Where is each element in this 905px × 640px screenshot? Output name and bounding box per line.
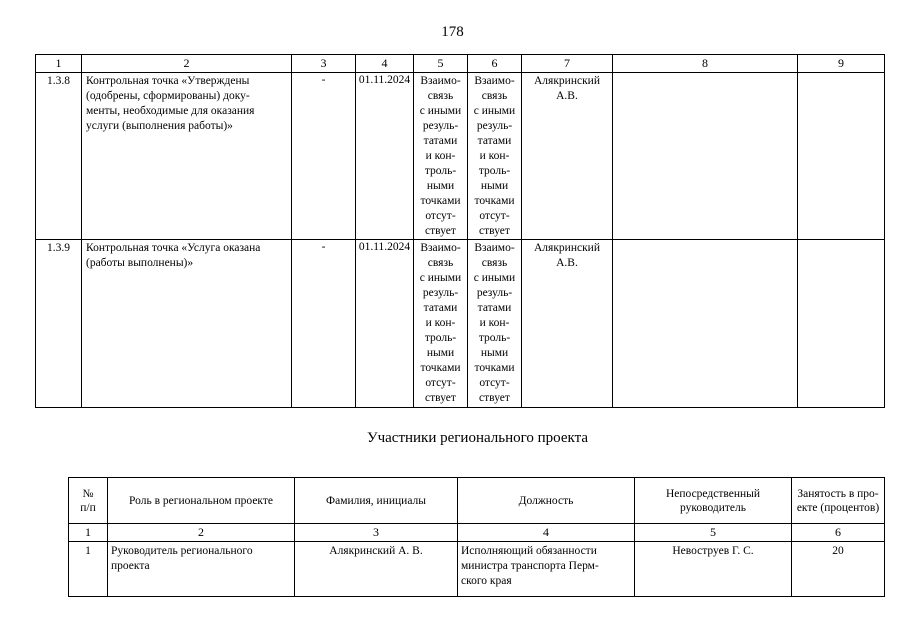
section-title: Участники регионального проекта bbox=[366, 430, 589, 446]
header-row bbox=[69, 478, 885, 524]
column-number: 1 bbox=[69, 524, 108, 542]
relation-cell: Взаимо- связь с иными резуль- татами и кон- троль- ными точками отсут- ствует bbox=[468, 240, 522, 408]
participant-number: 1 bbox=[69, 542, 108, 597]
column-number: 4 bbox=[458, 524, 635, 542]
column-8-value bbox=[613, 73, 798, 240]
relation-cell: Взаимо- связь с иными резуль- татами и кон- троль- ными точками отсут- ствует bbox=[468, 73, 522, 240]
date-cell: 01.11.2024 bbox=[356, 240, 414, 408]
column-number-row bbox=[69, 524, 885, 542]
column-number: 7 bbox=[522, 55, 613, 73]
header-number: № п/п bbox=[69, 478, 108, 524]
column-8-value bbox=[613, 240, 798, 408]
control-points-table bbox=[35, 54, 885, 408]
participant-role: Руководитель регионального проекта bbox=[108, 542, 295, 597]
responsible-person: Алякринский А.В. bbox=[522, 73, 613, 240]
participant-position: Исполняющий обязанности министра транспорта Перм- ского края bbox=[458, 542, 635, 597]
column-number: 5 bbox=[635, 524, 792, 542]
participant-name: Алякринский А. В. bbox=[295, 542, 458, 597]
row-number: 1.3.9 bbox=[36, 240, 82, 408]
column-9-value bbox=[798, 240, 885, 408]
page-number: 178 bbox=[441, 24, 464, 40]
column-number: 4 bbox=[356, 55, 414, 73]
participant-manager: Невоструев Г. С. bbox=[635, 542, 792, 597]
column-number: 5 bbox=[414, 55, 468, 73]
table-row bbox=[69, 542, 885, 597]
column-number: 3 bbox=[292, 55, 356, 73]
relation-cell: Взаимо- связь с иными резуль- татами и кон- троль- ными точками отсут- ствует bbox=[414, 240, 468, 408]
participants-table bbox=[68, 477, 885, 597]
column-number: 1 bbox=[36, 55, 82, 73]
column-number: 6 bbox=[468, 55, 522, 73]
column-3-value: - bbox=[292, 240, 356, 408]
column-number-row bbox=[36, 55, 885, 73]
header-manager: Непосредственный руководитель bbox=[635, 478, 792, 524]
column-number: 6 bbox=[792, 524, 885, 542]
column-number: 2 bbox=[82, 55, 292, 73]
participant-employment: 20 bbox=[792, 542, 885, 597]
control-point-name: Контрольная точка «Услуга оказана (работы выполнены)» bbox=[82, 240, 292, 408]
header-name: Фамилия, инициалы bbox=[295, 478, 458, 524]
table-row bbox=[36, 73, 885, 240]
table-row bbox=[36, 240, 885, 408]
column-number: 2 bbox=[108, 524, 295, 542]
column-number: 3 bbox=[295, 524, 458, 542]
header-role: Роль в региональном проекте bbox=[108, 478, 295, 524]
row-number: 1.3.8 bbox=[36, 73, 82, 240]
column-number: 9 bbox=[798, 55, 885, 73]
column-9-value bbox=[798, 73, 885, 240]
date-cell: 01.11.2024 bbox=[356, 73, 414, 240]
relation-cell: Взаимо- связь с иными резуль- татами и кон- троль- ными точками отсут- ствует bbox=[414, 73, 468, 240]
header-employment: Занятость в про- екте (процентов) bbox=[792, 478, 885, 524]
control-point-name: Контрольная точка «Утверждены (одобрены, сформированы) доку- менты, необходимые для оказания услуги (выполнения работы)» bbox=[82, 73, 292, 240]
responsible-person: Алякринский А.В. bbox=[522, 240, 613, 408]
column-number: 8 bbox=[613, 55, 798, 73]
column-3-value: - bbox=[292, 73, 356, 240]
header-position: Должность bbox=[458, 478, 635, 524]
